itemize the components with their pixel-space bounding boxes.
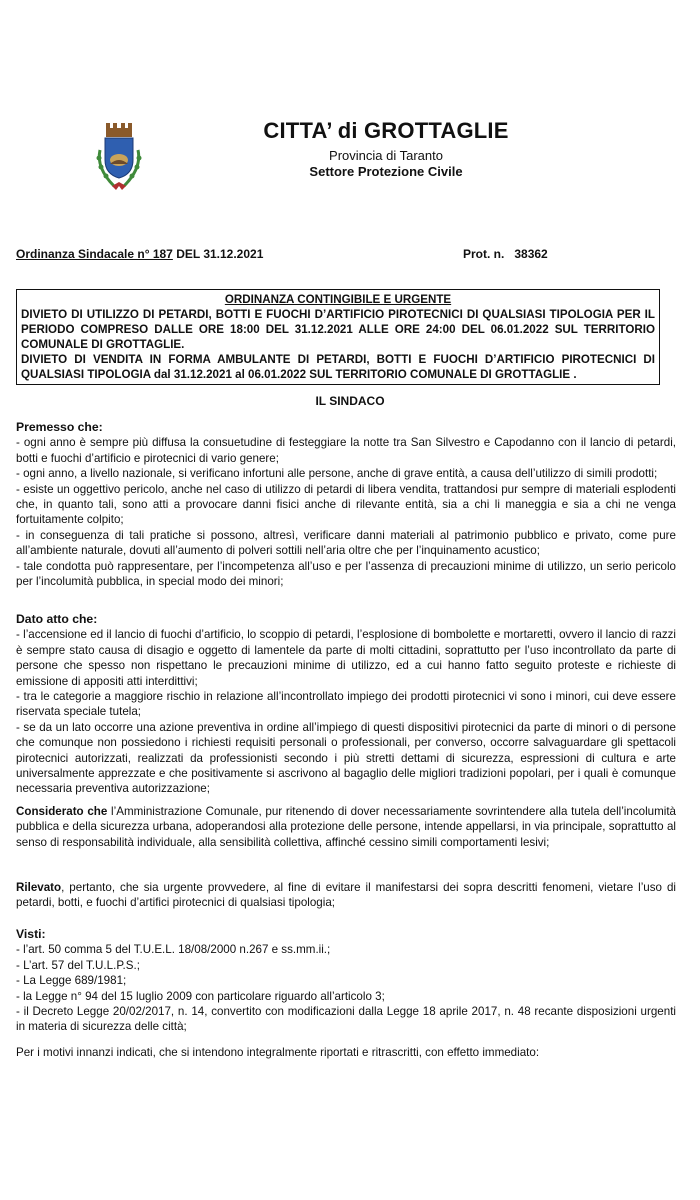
rilevato-paragraph — [16, 880, 676, 911]
visti-item: - La Legge 689/1981; — [16, 974, 127, 988]
province-name: Provincia di Taranto — [329, 148, 443, 163]
visti-item: - la Legge n° 94 del 15 luglio 2009 con particolare riguardo all’articolo 3; — [16, 989, 385, 1003]
visti-item: - l’art. 50 comma 5 del T.U.E.L. 18/08/2000 n.267 e ss.mm.ii.; — [16, 943, 331, 957]
rilevato-text: , pertanto, che sia urgente provvedere, al fine di evitare il manifestarsi dei sopra descritti fenomeni, vietare l’uso di petardi, botti, e fuochi d’artifici pirotecnici di qualsiasi tipologia; — [16, 881, 676, 910]
mayor-heading: IL SINDACO — [315, 394, 385, 408]
premesso-item: - ogni anno è sempre più diffusa la consuetudine di festeggiare la notte tra San Silvestro e Capodanno con il lancio di petardi, botti e fuochi d’artificio e pirotecnici di vario genere; — [16, 436, 676, 465]
protocol-reference — [463, 247, 548, 261]
visti-section — [16, 927, 676, 1035]
dato-atto-item: - l’accensione ed il lancio di fuochi d’artificio, lo scoppio di petardi, l’esplosione di bombolette e mortaretti, ovvero il lancio di razzi è sempre stato causa di disagio e oggetto di lamentele da parte di molti cittadini, soprattutto per l’uso incontrollato da parte di persone che spesso non rispettano le precauzioni minime di utilizzo, ed a cui hanno fatto seguito proteste e richieste di emissione di appositi atti interdittivi; — [16, 628, 676, 688]
city-crest-emblem — [88, 120, 150, 196]
ordinance-date: DEL 31.12.2021 — [176, 247, 264, 261]
ordinance-subject-box — [16, 289, 660, 385]
considerato-text: l’Amministrazione Comunale, pur ritenendo di dover necessariamente sovrintendere alla tutela dell’incolumità pubblica e della sicurezza urbana, adoperandosi alla protezione delle persone, intende appellarsi, in via principale, soprattutto al senso di responsabilità individuale, alla sensibilità collettiva, affinché cessino simili comportamenti lesivi; — [16, 805, 677, 849]
protocol-number: 38362 — [514, 247, 548, 261]
closing-paragraph — [16, 1045, 676, 1060]
rilevato-lead: Rilevato — [16, 881, 62, 894]
ordinance-reference-line — [16, 247, 680, 261]
document-header — [200, 118, 572, 180]
dato-atto-heading: Dato atto che: — [16, 612, 98, 626]
ordinance-type-title: ORDINANZA CONTINGIBILE E URGENTE — [224, 293, 452, 306]
closing-text: Per i motivi innanzi indicati, che si intendono integralmente riportati e ritrascritti, con effetto immediato: — [16, 1046, 540, 1059]
premesso-item: - tale condotta può rappresentare, per l’incompetenza all’uso e per l’assenza di precauzioni minime di utilizzo, un serio pericolo per l’incolumità pubblica, in special modo dei minori; — [16, 559, 676, 589]
usage-ban-text: DIVIETO DI UTILIZZO DI PETARDI, BOTTI E FUOCHI D’ARTIFICIO PIROTECNICI DI QUALSIASI TIPOLOGIA PER IL PERIODO COMPRESO DALLE ORE 18:00 DEL 31.12.2021 ALLE ORE 24:00 DEL 06.01.2022 SUL TERRITORIO COMUNALE DI GROTTAGLIE. — [21, 308, 655, 351]
protocol-label: Prot. n. — [463, 247, 505, 261]
considerato-lead: Considerato che — [16, 805, 108, 818]
premesso-item: - ogni anno, a livello nazionale, si verificano infortuni alle persone, anche di grave entità, a causa dell’utilizzo di simili prodotti; — [16, 467, 658, 481]
sale-ban-text: DIVIETO DI VENDITA IN FORMA AMBULANTE DI PETARDI, BOTTI E FUOCHI D’ARTIFICIO PIROTECNICI DI QUALSIASI TIPOLOGIA dal 31.12.2021 al 06.01.2022 SUL TERRITORIO COMUNALE DI GROTTAGLIE . — [21, 353, 655, 381]
dato-atto-item: - se da un lato occorre una azione preventiva in ordine all’impiego di questi dispositivi pirotecnici da parte di minori o di persone che comunque non possiedono i richiesti requisiti personali o professionali, per converso, occorre salvaguardare gli spettacoli pirotecnici autorizzati, realizzati da professionisti secondo i più stretti dettami di sicurezza, espressioni di cultura e arte universalmente apprezzate e che positivamente si ascrivono al bagaglio delle migliori tradizioni popolari, per i quali è comunque necessaria preventiva autorizzazione; — [16, 720, 676, 796]
sector-name: Settore Protezione Civile — [309, 164, 463, 179]
premesso-item: - esiste un oggettivo pericolo, anche nel caso di utilizzo di petardi di libera vendita, trattandosi pur sempre di materiali esplodenti che, in quanto tali, sono atti a provocare danni fisici anche di rilevante entità, sia a chi li maneggia e sia a chi ne venga fortuitamente colpito; — [16, 482, 676, 527]
visti-heading: Visti: — [16, 927, 46, 941]
dato-atto-item: - tra le categorie a maggiore rischio in relazione all’incontrollato impiego dei prodotti pirotecnici vi sono i minori, cui deve essere riservata speciale tutela; — [16, 690, 676, 719]
dato-atto-section — [16, 612, 676, 797]
city-name: CITTA’ di GROTTAGLIE — [263, 118, 509, 143]
visti-item: - L’art. 57 del T.U.L.P.S.; — [16, 958, 140, 972]
premesso-heading: Premesso che: — [16, 420, 103, 434]
considerato-paragraph — [16, 804, 676, 850]
visti-item: - il Decreto Legge 20/02/2017, n. 14, convertito con modificazioni dalla Legge 18 aprile 2017, n. 48 recante disposizioni urgenti in materia di sicurezza delle città; — [16, 1005, 676, 1034]
premesso-section — [16, 420, 676, 589]
ordinance-number: Ordinanza Sindacale n° 187 — [16, 247, 173, 261]
premesso-item: - in conseguenza di tali pratiche si possono, altresì, verificare danni materiali al patrimonio pubblico e privato, come pure all’ambiente naturale, dovuti all’aumento di polveri sottili nell’aria oltre che per l’inquinamento acustico; — [16, 528, 676, 558]
